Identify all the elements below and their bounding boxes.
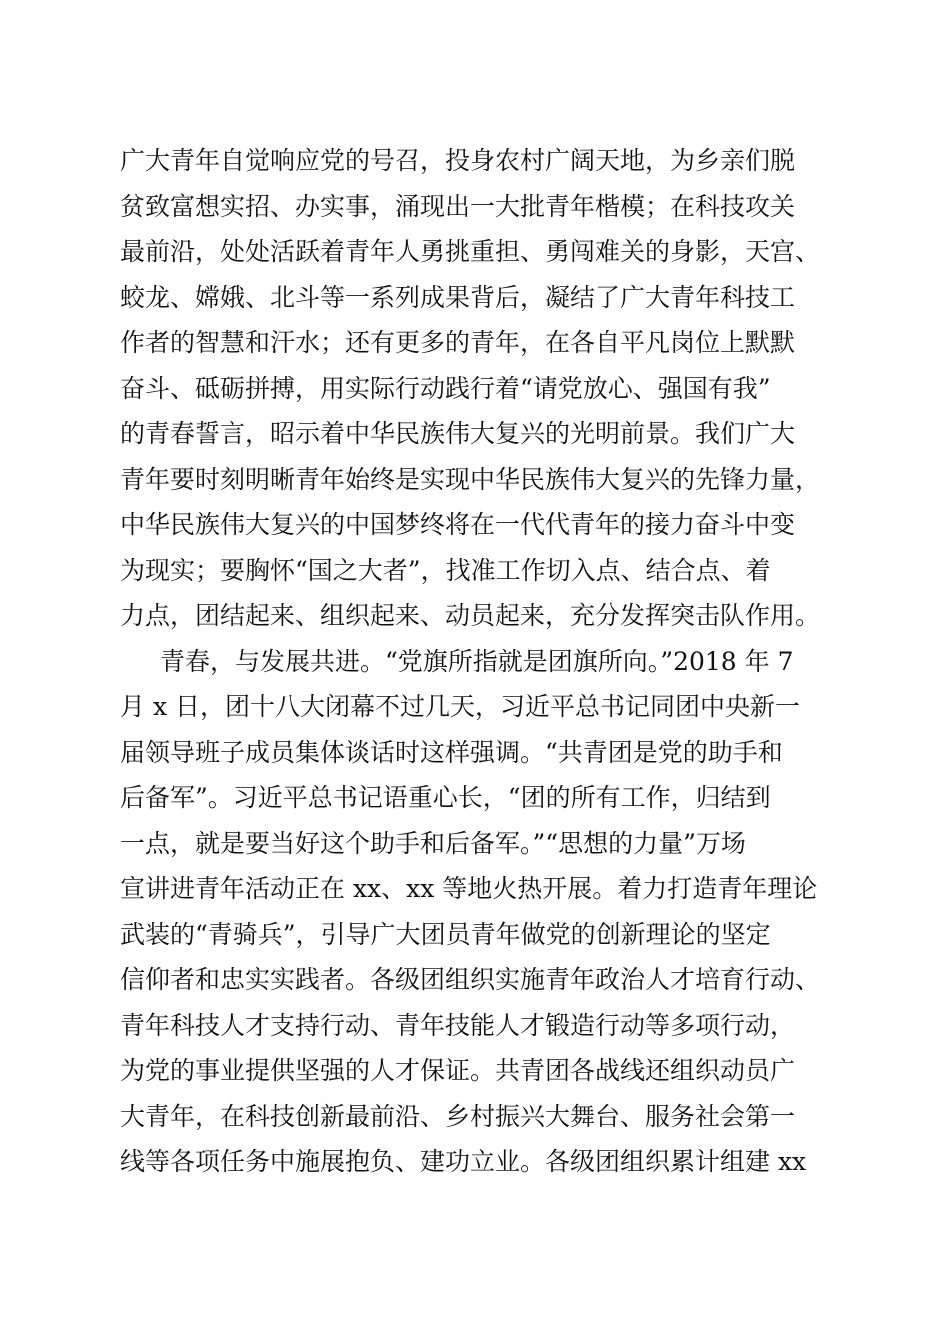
text-line: 青年科技人才支持行动、青年技能人才锻造行动等多项行动， xyxy=(120,1010,796,1040)
text-line: 一点，就是要当好这个助手和后备军。”“思想的力量”万场 xyxy=(120,828,746,858)
text-line: 的青春誓言，昭示着中华民族伟大复兴的光明前景。我们广大 xyxy=(120,419,796,448)
text-line: 信仰者和忠实实践者。各级团组织实施青年政治人才培育行动、 xyxy=(120,965,821,994)
text-line: 届领导班子成员集体谈话时这样强调。“共青团是党的助手和 xyxy=(120,737,783,767)
text-line: 青年要时刻明晰青年始终是实现中华民族伟大复兴的先锋力量， xyxy=(120,464,821,494)
text-line: 大青年，在科技创新最前沿、乡村振兴大舞台、服务社会第一 xyxy=(120,1101,796,1131)
text-line: 最前沿，处处活跃着青年人勇挑重担、勇闯难关的身影，天宫、 xyxy=(120,237,821,266)
text-line: 月 x 日，团十八大闭幕不过几天，习近平总书记同团中央新一 xyxy=(120,692,800,721)
text-line: 为现实；要胸怀“国之大者”，找准工作切入点、结合点、着 xyxy=(120,555,771,585)
text-line: 线等各项任务中施展抱负、建功立业。各级团组织累计组建 xx xyxy=(120,1147,807,1176)
text-line: 后备军”。习近平总书记语重心长，“团的所有工作，归结到 xyxy=(120,783,771,812)
text-line: 为党的事业提供坚强的人才保证。共青团各战线还组织动员广 xyxy=(120,1056,796,1085)
text-line: 蛟龙、嫦娥、北斗等一系列成果背后，凝结了广大青年科技工 xyxy=(120,282,796,312)
text-line: 中华民族伟大复兴的中国梦终将在一代代青年的接力奋斗中变 xyxy=(120,510,796,539)
body-text xyxy=(120,138,832,1185)
text-line: 贫致富想实招、办实事，涌现出一大批青年楷模；在科技攻关 xyxy=(120,191,796,221)
text-line: 武装的“青骑兵”，引导广大团员青年做党的创新理论的坚定 xyxy=(120,919,771,949)
paragraph-start-line: 青春，与发展共进。“党旗所指就是团旗所向。”2018 年 7 xyxy=(160,646,794,676)
text-line: 奋斗、砥砺拼搏，用实际行动践行着“请党放心、强国有我” xyxy=(120,373,771,403)
text-line: 力点，团结起来、组织起来、动员起来，充分发挥突击队作用。 xyxy=(120,601,821,630)
text-line: 广大青年自觉响应党的号召，投身农村广阔天地，为乡亲们脱 xyxy=(120,146,796,175)
text-line: 作者的智慧和汗水；还有更多的青年，在各自平凡岗位上默默 xyxy=(120,328,796,357)
text-line: 宣讲进青年活动正在 xx、xx 等地火热开展。着力打造青年理论 xyxy=(120,874,818,903)
